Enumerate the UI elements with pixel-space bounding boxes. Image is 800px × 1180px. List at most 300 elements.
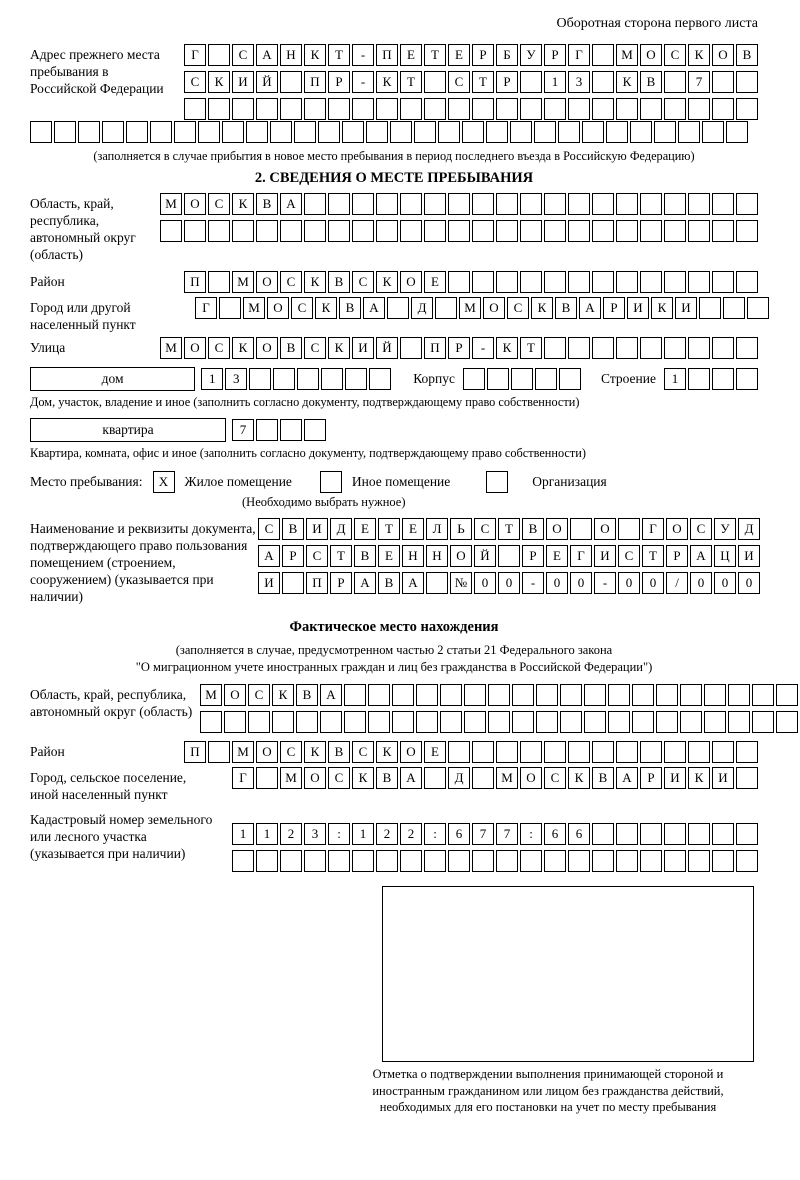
char-cell[interactable] [472,850,494,872]
char-cell[interactable] [699,297,721,319]
char-cell[interactable] [232,98,254,120]
char-cell[interactable] [704,684,726,706]
char-cell[interactable] [680,711,702,733]
char-cell[interactable] [616,220,638,242]
char-cell[interactable] [318,121,340,143]
char-cell[interactable] [608,711,630,733]
char-cell[interactable] [435,297,457,319]
char-cell[interactable] [414,121,436,143]
char-cell[interactable]: И [738,545,760,567]
char-cell[interactable] [496,193,518,215]
char-cell[interactable] [328,220,350,242]
char-cell[interactable] [400,337,422,359]
checkbox-organization[interactable] [486,471,508,493]
char-cell[interactable] [498,545,520,567]
char-cell[interactable] [560,684,582,706]
char-cell[interactable] [664,850,686,872]
char-cell[interactable]: В [282,518,304,540]
char-cell[interactable] [568,98,590,120]
char-cell[interactable] [280,419,302,441]
char-cell[interactable]: К [304,271,326,293]
char-cell[interactable]: А [400,767,422,789]
char-cell[interactable] [297,368,319,390]
char-cell[interactable]: - [352,44,374,66]
char-cell[interactable] [222,121,244,143]
char-cell[interactable]: К [328,337,350,359]
char-cell[interactable]: А [616,767,638,789]
char-cell[interactable]: М [200,684,222,706]
char-cell[interactable] [184,98,206,120]
char-cell[interactable] [496,850,518,872]
char-cell[interactable] [664,220,686,242]
char-cell[interactable]: О [640,44,662,66]
char-cell[interactable] [712,271,734,293]
char-cell[interactable] [688,337,710,359]
char-cell[interactable]: 0 [618,572,640,594]
char-cell[interactable]: Т [328,44,350,66]
char-cell[interactable]: Г [184,44,206,66]
char-cell[interactable] [496,220,518,242]
char-cell[interactable]: М [232,741,254,763]
char-cell[interactable] [463,368,485,390]
char-cell[interactable] [438,121,460,143]
char-cell[interactable]: Е [424,741,446,763]
char-cell[interactable]: Р [522,545,544,567]
char-cell[interactable]: У [520,44,542,66]
char-cell[interactable]: 7 [232,419,254,441]
char-cell[interactable] [712,193,734,215]
char-cell[interactable] [568,271,590,293]
char-cell[interactable]: И [712,767,734,789]
char-cell[interactable] [736,98,758,120]
char-cell[interactable] [102,121,124,143]
char-cell[interactable] [304,220,326,242]
char-cell[interactable]: И [258,572,280,594]
char-cell[interactable] [776,711,798,733]
char-cell[interactable] [496,271,518,293]
char-cell[interactable]: О [520,767,542,789]
char-cell[interactable] [568,741,590,763]
char-cell[interactable]: П [424,337,446,359]
char-cell[interactable]: И [675,297,697,319]
char-cell[interactable] [248,711,270,733]
char-cell[interactable]: 1 [352,823,374,845]
char-cell[interactable] [294,121,316,143]
char-cell[interactable]: С [448,71,470,93]
char-cell[interactable]: - [352,71,374,93]
char-cell[interactable]: Б [496,44,518,66]
char-cell[interactable]: Т [378,518,400,540]
char-cell[interactable] [616,850,638,872]
char-cell[interactable] [688,368,710,390]
apartment-field-box[interactable]: квартира [30,418,226,442]
char-cell[interactable]: С [248,684,270,706]
char-cell[interactable]: С [544,767,566,789]
char-cell[interactable]: Р [282,545,304,567]
char-cell[interactable]: О [256,271,278,293]
char-cell[interactable]: : [328,823,350,845]
char-cell[interactable]: К [496,337,518,359]
char-cell[interactable] [752,711,774,733]
char-cell[interactable] [376,220,398,242]
char-cell[interactable]: М [232,271,254,293]
char-cell[interactable] [736,850,758,872]
char-cell[interactable]: Т [520,337,542,359]
char-cell[interactable]: О [256,741,278,763]
char-cell[interactable] [664,71,686,93]
char-cell[interactable] [678,121,700,143]
char-cell[interactable]: Н [402,545,424,567]
char-cell[interactable]: Т [424,44,446,66]
char-cell[interactable]: Д [411,297,433,319]
char-cell[interactable] [632,711,654,733]
char-cell[interactable] [640,220,662,242]
char-cell[interactable]: Е [400,44,422,66]
char-cell[interactable] [472,271,494,293]
char-cell[interactable] [520,193,542,215]
char-cell[interactable]: С [258,518,280,540]
char-cell[interactable] [486,121,508,143]
char-cell[interactable]: И [232,71,254,93]
char-cell[interactable]: В [339,297,361,319]
char-cell[interactable] [448,220,470,242]
char-cell[interactable]: Р [640,767,662,789]
char-cell[interactable] [736,741,758,763]
char-cell[interactable] [400,193,422,215]
char-cell[interactable] [512,711,534,733]
char-cell[interactable]: А [579,297,601,319]
char-cell[interactable] [280,850,302,872]
char-cell[interactable] [208,44,230,66]
char-cell[interactable] [424,767,446,789]
char-cell[interactable]: К [304,44,326,66]
char-cell[interactable]: В [280,337,302,359]
char-cell[interactable]: Р [544,44,566,66]
char-cell[interactable] [712,850,734,872]
char-cell[interactable]: А [320,684,342,706]
char-cell[interactable]: 2 [400,823,422,845]
char-cell[interactable]: Е [402,518,424,540]
char-cell[interactable] [376,98,398,120]
char-cell[interactable] [472,220,494,242]
char-cell[interactable] [280,98,302,120]
char-cell[interactable] [462,121,484,143]
char-cell[interactable]: Й [474,545,496,567]
char-cell[interactable] [520,741,542,763]
char-cell[interactable]: 0 [690,572,712,594]
char-cell[interactable] [616,823,638,845]
char-cell[interactable]: Е [546,545,568,567]
char-cell[interactable]: В [296,684,318,706]
char-cell[interactable]: И [306,518,328,540]
char-cell[interactable]: Е [424,271,446,293]
char-cell[interactable] [256,419,278,441]
char-cell[interactable]: С [507,297,529,319]
char-cell[interactable]: 1 [544,71,566,93]
char-cell[interactable]: Г [568,44,590,66]
char-cell[interactable]: Н [426,545,448,567]
char-cell[interactable] [544,337,566,359]
char-cell[interactable] [304,193,326,215]
char-cell[interactable]: К [232,193,254,215]
char-cell[interactable]: 1 [232,823,254,845]
char-cell[interactable] [280,71,302,93]
char-cell[interactable]: Р [328,71,350,93]
char-cell[interactable] [426,572,448,594]
char-cell[interactable] [568,850,590,872]
char-cell[interactable] [736,767,758,789]
char-cell[interactable] [416,711,438,733]
char-cell[interactable] [150,121,172,143]
char-cell[interactable]: 6 [568,823,590,845]
char-cell[interactable]: У [714,518,736,540]
char-cell[interactable]: М [243,297,265,319]
char-cell[interactable] [618,518,640,540]
char-cell[interactable] [664,823,686,845]
char-cell[interactable]: С [664,44,686,66]
char-cell[interactable] [664,193,686,215]
char-cell[interactable] [487,368,509,390]
char-cell[interactable] [448,271,470,293]
char-cell[interactable] [702,121,724,143]
char-cell[interactable]: В [592,767,614,789]
char-cell[interactable]: Ц [714,545,736,567]
char-cell[interactable] [273,368,295,390]
char-cell[interactable] [736,271,758,293]
char-cell[interactable] [632,684,654,706]
char-cell[interactable]: С [352,741,374,763]
char-cell[interactable]: О [594,518,616,540]
char-cell[interactable] [472,98,494,120]
char-cell[interactable]: : [520,823,542,845]
char-cell[interactable]: К [352,767,374,789]
char-cell[interactable] [736,823,758,845]
char-cell[interactable]: Е [448,44,470,66]
char-cell[interactable]: К [616,71,638,93]
char-cell[interactable] [592,220,614,242]
char-cell[interactable]: К [376,741,398,763]
char-cell[interactable]: Р [472,44,494,66]
char-cell[interactable]: Р [496,71,518,93]
char-cell[interactable]: С [352,271,374,293]
char-cell[interactable]: 7 [496,823,518,845]
char-cell[interactable] [464,684,486,706]
char-cell[interactable]: 0 [714,572,736,594]
char-cell[interactable]: В [640,71,662,93]
char-cell[interactable] [368,684,390,706]
char-cell[interactable]: А [258,545,280,567]
char-cell[interactable]: Д [448,767,470,789]
char-cell[interactable] [440,711,462,733]
char-cell[interactable]: И [627,297,649,319]
char-cell[interactable]: № [450,572,472,594]
char-cell[interactable]: 7 [472,823,494,845]
char-cell[interactable]: А [256,44,278,66]
char-cell[interactable] [640,823,662,845]
char-cell[interactable]: 6 [544,823,566,845]
char-cell[interactable] [160,220,182,242]
char-cell[interactable]: Р [330,572,352,594]
char-cell[interactable]: Д [738,518,760,540]
char-cell[interactable] [664,741,686,763]
char-cell[interactable] [208,98,230,120]
char-cell[interactable] [534,121,556,143]
char-cell[interactable]: О [256,337,278,359]
char-cell[interactable]: 0 [546,572,568,594]
char-cell[interactable] [54,121,76,143]
char-cell[interactable] [448,193,470,215]
char-cell[interactable] [352,193,374,215]
char-cell[interactable]: П [184,741,206,763]
char-cell[interactable] [520,271,542,293]
char-cell[interactable]: А [402,572,424,594]
char-cell[interactable]: Т [400,71,422,93]
char-cell[interactable] [584,711,606,733]
char-cell[interactable] [256,220,278,242]
char-cell[interactable] [249,368,271,390]
char-cell[interactable] [712,220,734,242]
char-cell[interactable] [640,337,662,359]
char-cell[interactable] [606,121,628,143]
char-cell[interactable]: В [328,741,350,763]
char-cell[interactable]: В [378,572,400,594]
char-cell[interactable]: / [666,572,688,594]
char-cell[interactable] [280,220,302,242]
char-cell[interactable]: С [208,193,230,215]
char-cell[interactable]: С [184,71,206,93]
char-cell[interactable] [688,741,710,763]
char-cell[interactable]: Л [426,518,448,540]
char-cell[interactable] [440,684,462,706]
char-cell[interactable] [510,121,532,143]
char-cell[interactable] [736,71,758,93]
char-cell[interactable]: О [304,767,326,789]
char-cell[interactable] [472,741,494,763]
char-cell[interactable] [736,368,758,390]
char-cell[interactable] [376,850,398,872]
char-cell[interactable] [640,271,662,293]
char-cell[interactable] [511,368,533,390]
char-cell[interactable]: Т [472,71,494,93]
char-cell[interactable]: С [474,518,496,540]
char-cell[interactable] [592,741,614,763]
char-cell[interactable]: О [712,44,734,66]
char-cell[interactable] [664,337,686,359]
char-cell[interactable] [392,684,414,706]
char-cell[interactable]: К [272,684,294,706]
char-cell[interactable] [488,684,510,706]
char-cell[interactable] [712,71,734,93]
char-cell[interactable] [728,711,750,733]
char-cell[interactable] [352,98,374,120]
char-cell[interactable] [344,711,366,733]
char-cell[interactable] [304,98,326,120]
char-cell[interactable]: О [483,297,505,319]
char-cell[interactable] [654,121,676,143]
char-cell[interactable]: К [568,767,590,789]
char-cell[interactable] [544,741,566,763]
char-cell[interactable] [712,98,734,120]
char-cell[interactable] [568,193,590,215]
char-cell[interactable] [559,368,581,390]
char-cell[interactable] [520,850,542,872]
char-cell[interactable]: Р [666,545,688,567]
char-cell[interactable] [726,121,748,143]
char-cell[interactable] [712,368,734,390]
char-cell[interactable] [184,220,206,242]
char-cell[interactable] [592,71,614,93]
char-cell[interactable] [558,121,580,143]
char-cell[interactable] [568,220,590,242]
char-cell[interactable]: К [304,741,326,763]
char-cell[interactable]: М [459,297,481,319]
char-cell[interactable]: 0 [474,572,496,594]
char-cell[interactable]: Ь [450,518,472,540]
char-cell[interactable]: Д [330,518,352,540]
char-cell[interactable] [520,71,542,93]
char-cell[interactable] [630,121,652,143]
char-cell[interactable] [640,98,662,120]
char-cell[interactable] [568,337,590,359]
char-cell[interactable]: И [664,767,686,789]
char-cell[interactable] [224,711,246,733]
char-cell[interactable]: 3 [568,71,590,93]
char-cell[interactable] [616,741,638,763]
char-cell[interactable] [448,98,470,120]
char-cell[interactable] [592,823,614,845]
char-cell[interactable]: П [306,572,328,594]
char-cell[interactable] [688,98,710,120]
char-cell[interactable] [78,121,100,143]
char-cell[interactable] [592,850,614,872]
char-cell[interactable]: К [688,44,710,66]
char-cell[interactable] [232,850,254,872]
char-cell[interactable]: О [267,297,289,319]
char-cell[interactable]: Г [642,518,664,540]
char-cell[interactable] [736,193,758,215]
char-cell[interactable]: Й [256,71,278,93]
char-cell[interactable] [752,684,774,706]
char-cell[interactable] [342,121,364,143]
char-cell[interactable] [704,711,726,733]
char-cell[interactable] [723,297,745,319]
char-cell[interactable] [712,741,734,763]
char-cell[interactable] [688,220,710,242]
char-cell[interactable] [544,98,566,120]
char-cell[interactable] [544,271,566,293]
char-cell[interactable]: К [376,271,398,293]
char-cell[interactable] [448,850,470,872]
char-cell[interactable] [747,297,769,319]
char-cell[interactable] [688,850,710,872]
char-cell[interactable] [328,193,350,215]
char-cell[interactable]: Т [498,518,520,540]
char-cell[interactable]: В [555,297,577,319]
char-cell[interactable] [616,98,638,120]
char-cell[interactable] [424,193,446,215]
char-cell[interactable]: С [232,44,254,66]
char-cell[interactable]: А [363,297,385,319]
char-cell[interactable]: 6 [448,823,470,845]
char-cell[interactable] [304,419,326,441]
char-cell[interactable] [246,121,268,143]
char-cell[interactable] [688,823,710,845]
char-cell[interactable]: В [354,545,376,567]
char-cell[interactable] [256,850,278,872]
char-cell[interactable]: В [736,44,758,66]
char-cell[interactable]: 2 [376,823,398,845]
char-cell[interactable] [664,271,686,293]
